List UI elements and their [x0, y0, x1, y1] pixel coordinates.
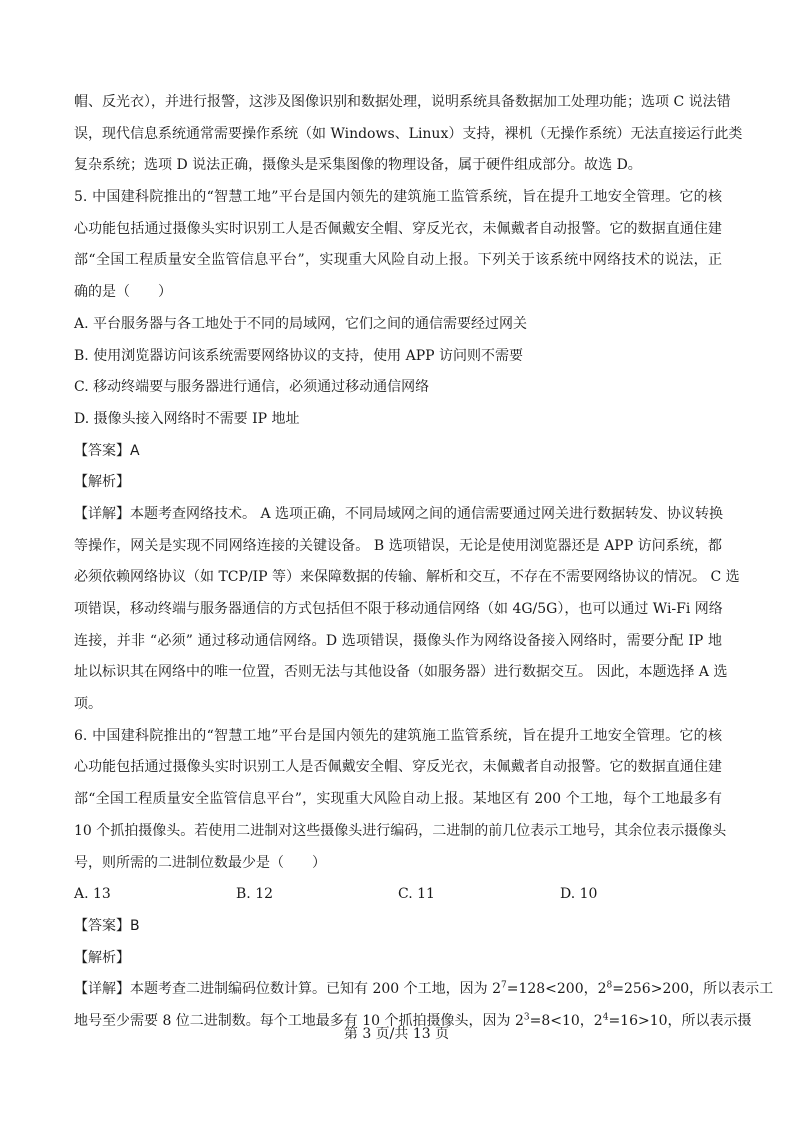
text-line: 帽、反光衣），并进行报警，这涉及图像识别和数据处理，说明系统具备数据加工处理功能；选项 C 说法错: [74, 94, 731, 110]
question-5-detail: 必须依赖网络协议（如 TCP/IP 等）来保障数据的传输、解析和交互，不存在不需要网络协议的情况。 C 选: [74, 569, 740, 586]
question-6-stem: 部“全国工程质量安全监管信息平台”，实现重大风险自动上报。某地区有 200 个工地，每个工地最多有: [74, 791, 722, 808]
question-5-analysis-heading: 【解析】: [74, 474, 130, 491]
text-line: 复杂系统；选项 D 说法正确，摄像头是采集图像的物理设备，属于硬件组成部分。故选 D。: [74, 157, 642, 174]
question-6-option-b: B. 12: [236, 886, 274, 903]
detail-text: =16>10，所以表示摄: [608, 1012, 752, 1029]
question-5-detail: 【详解】本题考查网络技术。 A 选项正确，不同局域网之间的通信需要通过网关进行数据转发、协议转换: [74, 505, 724, 522]
question-5-stem: 心功能包括通过摄像头实时识别工人是否佩戴安全帽、穿反光衣，未佩戴者自动报警。它的数据直通住建: [74, 220, 722, 237]
question-5-detail: 项错误，移动终端与服务器通信的方式包括但不限于移动通信网络（如 4G/5G），也可以通过 Wi-Fi 网络: [74, 601, 723, 617]
exponent: 3: [523, 1012, 530, 1023]
question-5-detail: 连接，并非 “必须” 通过移动通信网络。D 选项错误，摄像头作为网络设备接入网络时，需要分配 IP 地: [74, 632, 722, 649]
detail-text: 地号至少需要 8 位二进制数。每个工地最多有 10 个抓拍摄像头，因为 2: [74, 1012, 524, 1029]
question-5-detail: 项。: [74, 696, 102, 713]
question-6-option-d: D. 10: [560, 886, 598, 903]
page-footer: 第 3 页/共 13 页: [343, 1026, 450, 1042]
question-6-analysis-heading: 【解析】: [74, 949, 130, 966]
exponent: 8: [606, 980, 613, 991]
detail-text: 【详解】本题考查二进制编码位数计算。已知有 200 个工地，因为 2: [74, 981, 501, 998]
question-6-stem: 心功能包括通过摄像头实时识别工人是否佩戴安全帽、穿反光衣，未佩戴者自动报警。它的数据直通住建: [74, 759, 722, 776]
detail-text: =256>200，所以表示工: [612, 981, 774, 998]
exponent: 7: [500, 980, 507, 991]
question-5-answer: 【答案】A: [74, 442, 140, 459]
question-5-option-c: C. 移动终端要与服务器进行通信，必须通过移动通信网络: [74, 379, 430, 396]
detail-text: =128<200，2: [506, 981, 607, 998]
question-6-option-a: A. 13: [74, 886, 111, 903]
question-5-detail: 等操作，网关是实现不同网络连接的关键设备。 B 选项错误，无论是使用浏览器还是 APP 访问系统，都: [74, 537, 722, 554]
question-6-stem: 10 个抓拍摄像头。若使用二进制对这些摄像头进行编码，二进制的前几位表示工地号，其余位表示摄像头: [74, 822, 727, 839]
question-5-stem: 部“全国工程质量安全监管信息平台”，实现重大风险自动上报。下列关于该系统中网络技术的说法，正: [74, 252, 722, 269]
exponent: 4: [602, 1012, 609, 1023]
question-5-option-b: B. 使用浏览器访问该系统需要网络协议的支持，使用 APP 访问则不需要: [74, 347, 524, 364]
question-6-stem: 号，则所需的二进制位数最少是（ ）: [74, 854, 326, 871]
question-6-detail: [74, 979, 774, 999]
question-5-stem: 确的是（ ）: [74, 284, 172, 301]
question-5-option-d: D. 摄像头接入网络时不需要 IP 地址: [74, 410, 300, 427]
question-6-options: [74, 884, 722, 904]
question-5-detail: 址以标识其在网络中的唯一位置，否则无法与其他设备（如服务器）进行数据交互。 因此，本题选择 A 选: [74, 664, 728, 681]
question-6-stem: 6. 中国建科院推出的“智慧工地”平台是国内领先的建筑施工监管系统，旨在提升工地安全管理。它的核: [74, 727, 722, 744]
question-6-answer: 【答案】B: [74, 917, 140, 934]
question-5-option-a: A. 平台服务器与各工地处于不同的局域网，它们之间的通信需要经过网关: [74, 315, 528, 332]
detail-text: =8<10，2: [529, 1012, 603, 1029]
question-6-option-c: C. 11: [398, 886, 435, 903]
document-body: [74, 92, 774, 1043]
text-line: 误，现代信息系统通常需要操作系统（如 Windows、Linux）支持，裸机（无操作系统）无法直接运行此类: [74, 125, 743, 142]
question-5-stem: 5. 中国建科院推出的“智慧工地”平台是国内领先的建筑施工监管系统，旨在提升工地安全管理。它的核: [74, 189, 722, 206]
